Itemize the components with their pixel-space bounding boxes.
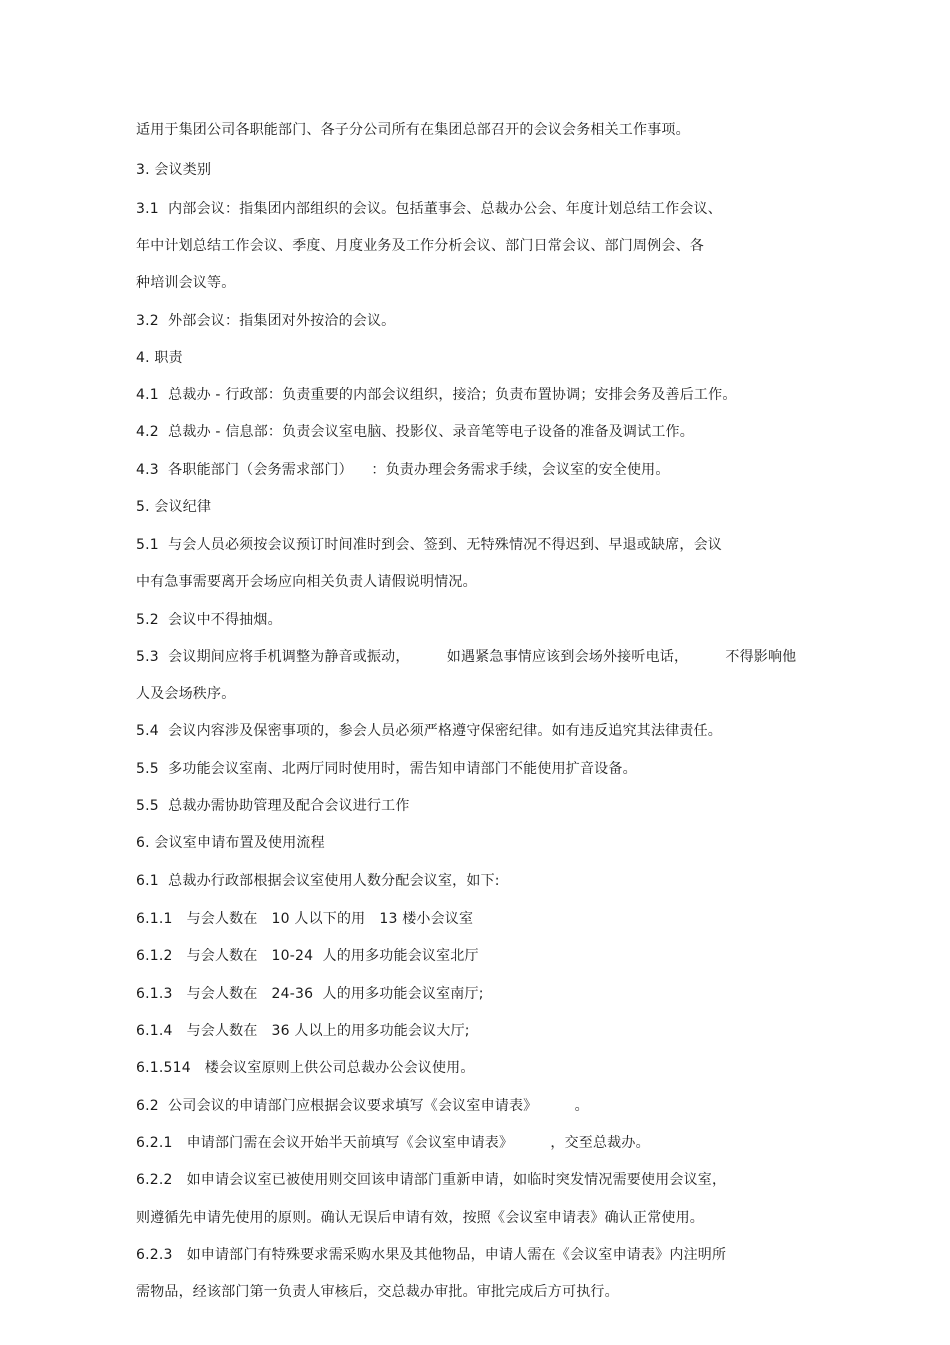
section-heading: 4. 职责 xyxy=(136,350,183,366)
text-line: 适用于集团公司各职能部门、各子分公司所有在集团总部召开的会议会务相关工作事项。 xyxy=(136,122,690,138)
text-line: 种培训会议等。 xyxy=(136,275,236,291)
text-line: 6.1.4 与会人数在 36 人以上的用多功能会议大厅; xyxy=(136,1023,470,1039)
text-line: 则遵循先申请先使用的原则。确认无误后申请有效，按照《会议室申请表》确认正常使用。 xyxy=(136,1210,704,1226)
text-line: 3.1 内部会议：指集团内部组织的会议。包括董事会、总裁办公会、年度计划总结工作会议、 xyxy=(136,201,722,217)
text-line: 4.2 总裁办 - 信息部：负责会议室电脑、投影仪、录音笔等电子设备的准备及调试工作。 xyxy=(136,424,694,440)
text-line: 5.1 与会人员必须按会议预订时间准时到会、签到、无特殊情况不得迟到、早退或缺席，会议 xyxy=(136,537,722,553)
text-line: 6.2.3 如申请部门有特殊要求需采购水果及其他物品，申请人需在《会议室申请表》内注明所 xyxy=(136,1247,727,1263)
text-line: 6.2 公司会议的申请部门应根据会议要求填写《会议室申请表》 。 xyxy=(136,1098,589,1114)
text-line: 5.4 会议内容涉及保密事项的，参会人员必须严格遵守保密纪律。如有违反追究其法律责任。 xyxy=(136,723,722,739)
text-line: 6.1.514 楼会议室原则上供公司总裁办公会议使用。 xyxy=(136,1060,475,1076)
text-line: 6.1 总裁办行政部根据会议室使用人数分配会议室，如下: xyxy=(136,873,500,889)
text-line: 6.2.2 如申请会议室已被使用则交回该申请部门重新申请，如临时突发情况需要使用会议室， xyxy=(136,1172,727,1188)
text-line: 4.3 各职能部门（会务需求部门） ：负责办理会务需求手续，会议室的安全使用。 xyxy=(136,462,670,478)
text-line: 5.3 会议期间应将手机调整为静音或振动， 如遇紧急事情应该到会场外接听电话， 不得影响他 xyxy=(136,649,797,665)
text-line: 年中计划总结工作会议、季度、月度业务及工作分析会议、部门日常会议、部门周例会、各 xyxy=(136,238,704,254)
section-heading: 5. 会议纪律 xyxy=(136,499,212,515)
text-line: 5.5 总裁办需协助管理及配合会议进行工作 xyxy=(136,798,410,814)
text-line: 4.1 总裁办 - 行政部：负责重要的内部会议组织，接洽；负责布置协调；安排会务及善后工作。 xyxy=(136,387,737,403)
text-line: 3.2 外部会议：指集团对外按洽的会议。 xyxy=(136,313,396,329)
text-line: 中有急事需要离开会场应向相关负责人请假说明情况。 xyxy=(136,574,477,590)
section-heading: 3. 会议类别 xyxy=(136,162,212,178)
text-line: 6.1.1 与会人数在 10 人以下的用 13 楼小会议室 xyxy=(136,911,474,927)
text-line: 人及会场秩序。 xyxy=(136,686,236,702)
text-line: 5.5 多功能会议室南、北两厅同时使用时，需告知申请部门不能使用扩音设备。 xyxy=(136,761,637,777)
text-line: 6.1.2 与会人数在 10-24 人的用多功能会议室北厅 xyxy=(136,948,479,964)
section-heading: 6. 会议室申请布置及使用流程 xyxy=(136,835,325,851)
text-line: 需物品，经该部门第一负责人审核后，交总裁办审批。审批完成后方可执行。 xyxy=(136,1284,619,1300)
text-line: 5.2 会议中不得抽烟。 xyxy=(136,612,282,628)
text-line: 6.1.3 与会人数在 24-36 人的用多功能会议室南厅; xyxy=(136,986,484,1002)
text-line: 6.2.1 申请部门需在会议开始半天前填写《会议室申请表》 ，交至总裁办。 xyxy=(136,1135,650,1151)
